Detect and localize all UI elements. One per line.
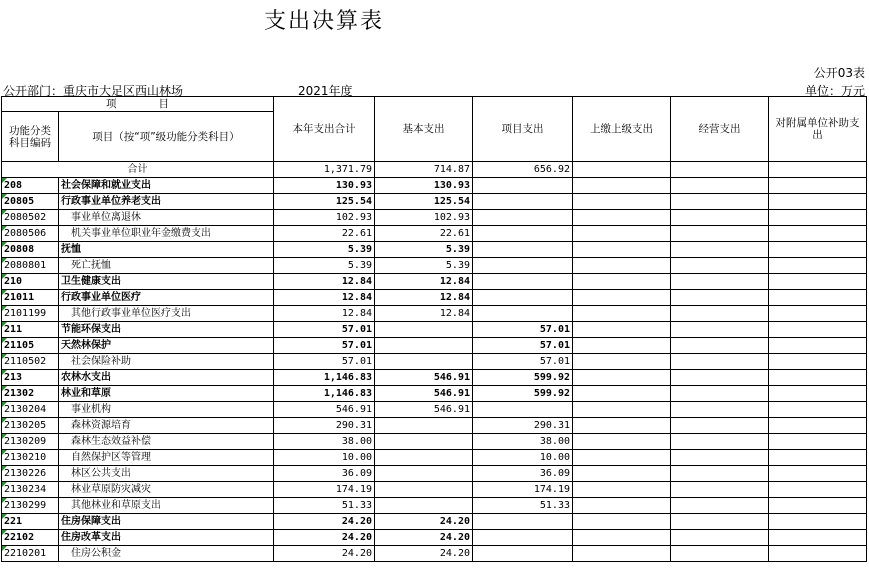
row-basic [375,434,473,450]
row-subsidy [769,226,867,242]
row-total: 57.01 [274,354,375,370]
row-name: 行政事业单位养老支出 [59,194,274,210]
row-basic: 5.39 [375,258,473,274]
row-subsidy [769,194,867,210]
row-business [671,290,769,306]
row-business [671,434,769,450]
table-row [2,370,867,386]
row-subsidy [769,370,867,386]
row-basic [375,354,473,370]
row-basic: 546.91 [375,386,473,402]
row-business [671,402,769,418]
row-code: 2210201 [2,546,59,562]
row-name: 林业草原防灾减灾 [59,482,274,498]
table-row [2,434,867,450]
row-basic: 12.84 [375,274,473,290]
header-business: 经营支出 [671,97,769,162]
expenditure-table [1,96,867,562]
row-upper [573,242,671,258]
row-subsidy [769,210,867,226]
row-code: 213 [2,370,59,386]
row-upper [573,290,671,306]
row-business [671,322,769,338]
row-project [473,514,573,530]
row-subsidy [769,546,867,562]
row-basic: 546.91 [375,370,473,386]
header-total: 本年支出合计 [274,97,375,162]
row-total: 174.19 [274,482,375,498]
row-total: 12.84 [274,306,375,322]
row-code: 20808 [2,242,59,258]
row-subsidy [769,354,867,370]
row-business [671,226,769,242]
row-subsidy [769,482,867,498]
row-subsidy [769,418,867,434]
row-name: 卫生健康支出 [59,274,274,290]
row-basic [375,450,473,466]
row-name: 事业机构 [59,402,274,418]
table-row [2,418,867,434]
table-row [2,386,867,402]
row-project [473,546,573,562]
table-row [2,498,867,514]
form-number: 公开03表 [813,66,865,80]
row-code: 211 [2,322,59,338]
row-upper [573,418,671,434]
table-row [2,530,867,546]
row-project: 51.33 [473,498,573,514]
row-name: 住房改革支出 [59,530,274,546]
row-upper [573,434,671,450]
row-upper [573,386,671,402]
row-code: 210 [2,274,59,290]
row-name: 自然保护区等管理 [59,450,274,466]
row-subsidy [769,338,867,354]
row-subsidy [769,386,867,402]
row-subsidy [769,322,867,338]
total-label: 合计 [2,162,274,178]
row-name: 事业单位离退休 [59,210,274,226]
row-business [671,354,769,370]
row-total: 10.00 [274,450,375,466]
row-business [671,498,769,514]
row-code: 21011 [2,290,59,306]
row-project: 38.00 [473,434,573,450]
row-business [671,242,769,258]
total-business [671,162,769,178]
row-total: 24.20 [274,530,375,546]
row-subsidy [769,514,867,530]
row-project: 10.00 [473,450,573,466]
row-name: 森林生态效益补偿 [59,434,274,450]
header-subsidy: 对附属单位补助支出 [769,97,867,162]
row-basic [375,322,473,338]
row-total: 51.33 [274,498,375,514]
row-code: 2110502 [2,354,59,370]
row-code: 208 [2,178,59,194]
row-code: 2130234 [2,482,59,498]
row-business [671,530,769,546]
total-subsidy [769,162,867,178]
row-upper [573,226,671,242]
total-row [2,162,867,178]
row-business [671,466,769,482]
row-basic: 125.54 [375,194,473,210]
row-code: 2080801 [2,258,59,274]
row-basic: 5.39 [375,242,473,258]
row-subsidy [769,306,867,322]
row-code: 2080502 [2,210,59,226]
row-upper [573,498,671,514]
table-row [2,482,867,498]
row-business [671,514,769,530]
row-name: 抚恤 [59,242,274,258]
row-upper [573,210,671,226]
row-total: 24.20 [274,514,375,530]
row-code: 20805 [2,194,59,210]
department-label: 公开部门：重庆市大足区西山林场 [3,84,184,98]
row-subsidy [769,242,867,258]
table-row [2,450,867,466]
row-business [671,210,769,226]
row-project: 599.92 [473,370,573,386]
row-business [671,194,769,210]
row-name: 社会保障和就业支出 [59,178,274,194]
row-business [671,546,769,562]
row-subsidy [769,466,867,482]
row-upper [573,450,671,466]
total-basic: 714.87 [375,162,473,178]
row-total: 57.01 [274,322,375,338]
header-row-1 [2,97,867,112]
row-project: 57.01 [473,322,573,338]
row-project [473,258,573,274]
row-total: 57.01 [274,338,375,354]
row-business [671,418,769,434]
row-upper [573,466,671,482]
row-subsidy [769,402,867,418]
row-subsidy [769,258,867,274]
row-project: 57.01 [473,354,573,370]
row-upper [573,514,671,530]
row-business [671,178,769,194]
row-upper [573,370,671,386]
row-code: 2130226 [2,466,59,482]
row-code: 2130299 [2,498,59,514]
row-business [671,450,769,466]
row-project [473,194,573,210]
row-basic: 102.93 [375,210,473,226]
row-basic: 24.20 [375,514,473,530]
row-basic [375,498,473,514]
row-basic: 546.91 [375,402,473,418]
row-subsidy [769,290,867,306]
row-basic [375,418,473,434]
row-basic: 12.84 [375,290,473,306]
row-total: 22.61 [274,226,375,242]
table-row [2,242,867,258]
row-business [671,370,769,386]
row-code: 221 [2,514,59,530]
row-code: 22102 [2,530,59,546]
header-basic: 基本支出 [375,97,473,162]
total-amount: 1,371.79 [274,162,375,178]
row-code: 2130209 [2,434,59,450]
header-code: 功能分类科目编码 [2,112,59,162]
row-upper [573,306,671,322]
row-name: 林业和草原 [59,386,274,402]
header-upper: 上缴上级支出 [573,97,671,162]
row-project: 599.92 [473,386,573,402]
row-total: 1,146.83 [274,370,375,386]
row-business [671,338,769,354]
row-name: 死亡抚恤 [59,258,274,274]
table-row [2,274,867,290]
year-label: 2021年度 [298,84,353,98]
table-row [2,290,867,306]
row-project [473,306,573,322]
row-code: 2130205 [2,418,59,434]
row-upper [573,178,671,194]
row-upper [573,354,671,370]
row-name: 节能环保支出 [59,322,274,338]
row-name: 林区公共支出 [59,466,274,482]
unit-label: 单位：万元 [804,84,865,98]
row-project [473,242,573,258]
page-title: 支出决算表 [264,9,385,34]
row-total: 24.20 [274,546,375,562]
row-total: 38.00 [274,434,375,450]
row-project [473,210,573,226]
row-total: 5.39 [274,242,375,258]
row-project [473,274,573,290]
row-subsidy [769,450,867,466]
row-project: 290.31 [473,418,573,434]
row-basic: 22.61 [375,226,473,242]
row-total: 12.84 [274,290,375,306]
row-basic: 12.84 [375,306,473,322]
row-code: 2130210 [2,450,59,466]
row-subsidy [769,178,867,194]
row-upper [573,194,671,210]
total-project: 656.92 [473,162,573,178]
table-row [2,210,867,226]
row-upper [573,402,671,418]
row-code: 2101199 [2,306,59,322]
row-project [473,530,573,546]
row-total: 130.93 [274,178,375,194]
row-basic: 24.20 [375,530,473,546]
row-subsidy [769,530,867,546]
table-row [2,338,867,354]
row-subsidy [769,498,867,514]
row-total: 125.54 [274,194,375,210]
row-project [473,402,573,418]
header-project: 项目支出 [473,97,573,162]
row-business [671,258,769,274]
row-basic [375,482,473,498]
row-project [473,290,573,306]
row-project [473,226,573,242]
row-upper [573,546,671,562]
row-project: 57.01 [473,338,573,354]
row-business [671,274,769,290]
table-row [2,354,867,370]
total-upper [573,162,671,178]
row-total: 290.31 [274,418,375,434]
table-row [2,466,867,482]
row-business [671,482,769,498]
row-upper [573,258,671,274]
row-name: 行政事业单位医疗 [59,290,274,306]
row-business [671,386,769,402]
row-name: 住房保障支出 [59,514,274,530]
row-subsidy [769,434,867,450]
row-name: 社会保险补助 [59,354,274,370]
row-name: 农林水支出 [59,370,274,386]
row-upper [573,322,671,338]
row-name: 天然林保护 [59,338,274,354]
table-row [2,258,867,274]
row-code: 2080506 [2,226,59,242]
row-total: 1,146.83 [274,386,375,402]
row-name: 机关事业单位职业年金缴费支出 [59,226,274,242]
row-total: 102.93 [274,210,375,226]
row-basic: 24.20 [375,546,473,562]
row-upper [573,482,671,498]
row-upper [573,338,671,354]
header-item-group: 项 目 [2,97,274,112]
row-basic [375,338,473,354]
row-subsidy [769,274,867,290]
row-total: 36.09 [274,466,375,482]
row-code: 21105 [2,338,59,354]
row-upper [573,530,671,546]
row-code: 2130204 [2,402,59,418]
table-row [2,402,867,418]
row-name: 森林资源培育 [59,418,274,434]
row-basic: 130.93 [375,178,473,194]
row-upper [573,274,671,290]
table-row [2,178,867,194]
row-project [473,178,573,194]
row-name: 住房公积金 [59,546,274,562]
header-name: 项目（按“项”级功能分类科目） [59,112,274,162]
table-row [2,226,867,242]
row-total: 5.39 [274,258,375,274]
table-row [2,306,867,322]
row-total: 546.91 [274,402,375,418]
row-project: 36.09 [473,466,573,482]
table-row [2,514,867,530]
row-project: 174.19 [473,482,573,498]
row-business [671,306,769,322]
row-code: 21302 [2,386,59,402]
row-basic [375,466,473,482]
table-row [2,546,867,562]
table-row [2,194,867,210]
table-row [2,322,867,338]
row-total: 12.84 [274,274,375,290]
row-name: 其他林业和草原支出 [59,498,274,514]
row-name: 其他行政事业单位医疗支出 [59,306,274,322]
